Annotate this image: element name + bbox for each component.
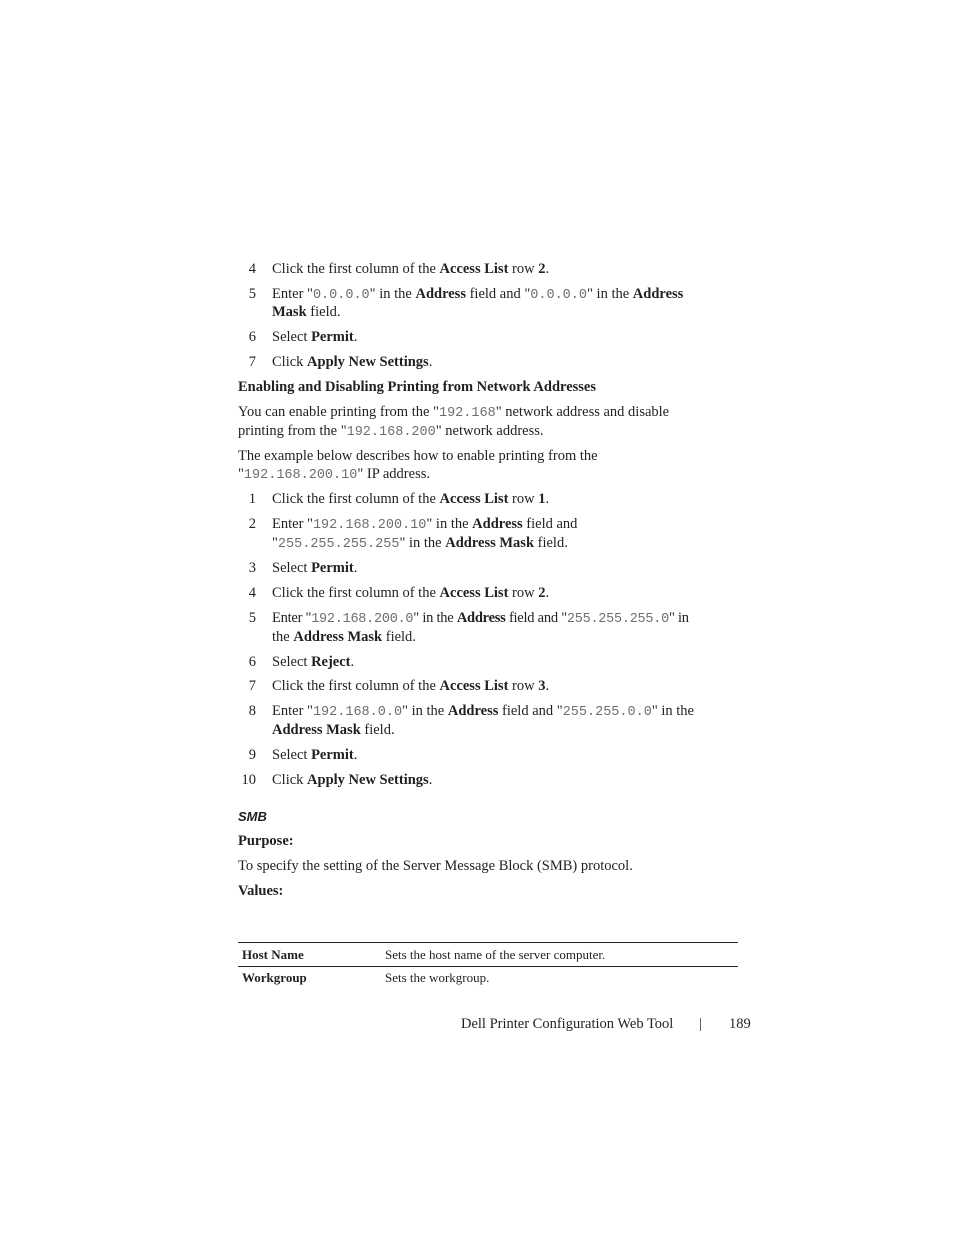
step-text-continued: the Address Mask field. bbox=[272, 629, 416, 645]
step-number: 7 bbox=[248, 678, 256, 694]
step-number: 6 bbox=[248, 654, 256, 670]
step-text: Select Reject. bbox=[272, 654, 355, 670]
section-heading: Enabling and Disabling Printing from Network Addresses bbox=[238, 379, 596, 395]
step-number: 4 bbox=[248, 261, 256, 277]
paragraph-line: You can enable printing from the "192.168" network address and disable bbox=[238, 404, 670, 421]
step-number: 5 bbox=[248, 610, 256, 626]
step-number: 9 bbox=[248, 747, 256, 763]
step-number: 5 bbox=[248, 286, 256, 302]
table-cell-desc: Sets the workgroup. bbox=[385, 970, 490, 985]
step-text-continued: Mask field. bbox=[272, 304, 341, 320]
step-text: Click Apply New Settings. bbox=[272, 772, 433, 788]
values-label: Values: bbox=[238, 883, 284, 899]
table-top-rule bbox=[238, 942, 738, 943]
step-text: Click the first column of the Access List row 2. bbox=[272, 261, 550, 277]
step-number: 4 bbox=[248, 585, 256, 601]
step-text: Click the first column of the Access List row 3. bbox=[272, 678, 550, 694]
table-cell-desc: Sets the host name of the server computer. bbox=[385, 947, 606, 962]
step-text: Enter "192.168.200.0" in the Address field and "255.255.255.0" in bbox=[272, 610, 689, 627]
footer-separator: | bbox=[699, 1016, 702, 1032]
paragraph-line: The example below describes how to enable printing from the bbox=[238, 448, 598, 464]
purpose-text: To specify the setting of the Server Message Block (SMB) protocol. bbox=[238, 858, 633, 874]
step-number: 10 bbox=[241, 772, 256, 788]
paragraph-line: "192.168.200.10" IP address. bbox=[238, 466, 430, 483]
step-number: 7 bbox=[248, 354, 256, 370]
step-text: Enter "0.0.0.0" in the Address field and "0.0.0.0" in the Address bbox=[272, 286, 684, 303]
step-text: Select Permit. bbox=[272, 747, 358, 763]
step-text: Enter "192.168.200.10" in the Address field and bbox=[272, 516, 578, 533]
step-number: 2 bbox=[248, 516, 256, 532]
step-text: Click Apply New Settings. bbox=[272, 354, 433, 370]
step-text: Click the first column of the Access List row 2. bbox=[272, 585, 550, 601]
step-text: Select Permit. bbox=[272, 560, 358, 576]
step-number: 8 bbox=[248, 703, 256, 719]
footer-title: Dell Printer Configuration Web Tool bbox=[461, 1016, 674, 1032]
step-text-continued: Address Mask field. bbox=[272, 722, 395, 738]
smb-heading: SMB bbox=[238, 809, 267, 824]
paragraph-line: printing from the "192.168.200" network address. bbox=[238, 423, 544, 440]
table-row-rule bbox=[238, 966, 738, 967]
step-text: Click the first column of the Access List row 1. bbox=[272, 491, 550, 507]
page-number: 189 bbox=[729, 1016, 751, 1032]
step-number: 3 bbox=[248, 560, 256, 576]
step-text: Select Permit. bbox=[272, 329, 358, 345]
step-number: 1 bbox=[248, 491, 256, 507]
step-text-continued: "255.255.255.255" in the Address Mask field. bbox=[272, 535, 568, 552]
table-cell-name: Host Name bbox=[242, 947, 304, 962]
step-number: 6 bbox=[248, 329, 256, 345]
purpose-label: Purpose: bbox=[238, 833, 294, 849]
step-text: Enter "192.168.0.0" in the Address field and "255.255.0.0" in the bbox=[272, 703, 694, 720]
table-cell-name: Workgroup bbox=[242, 970, 307, 985]
